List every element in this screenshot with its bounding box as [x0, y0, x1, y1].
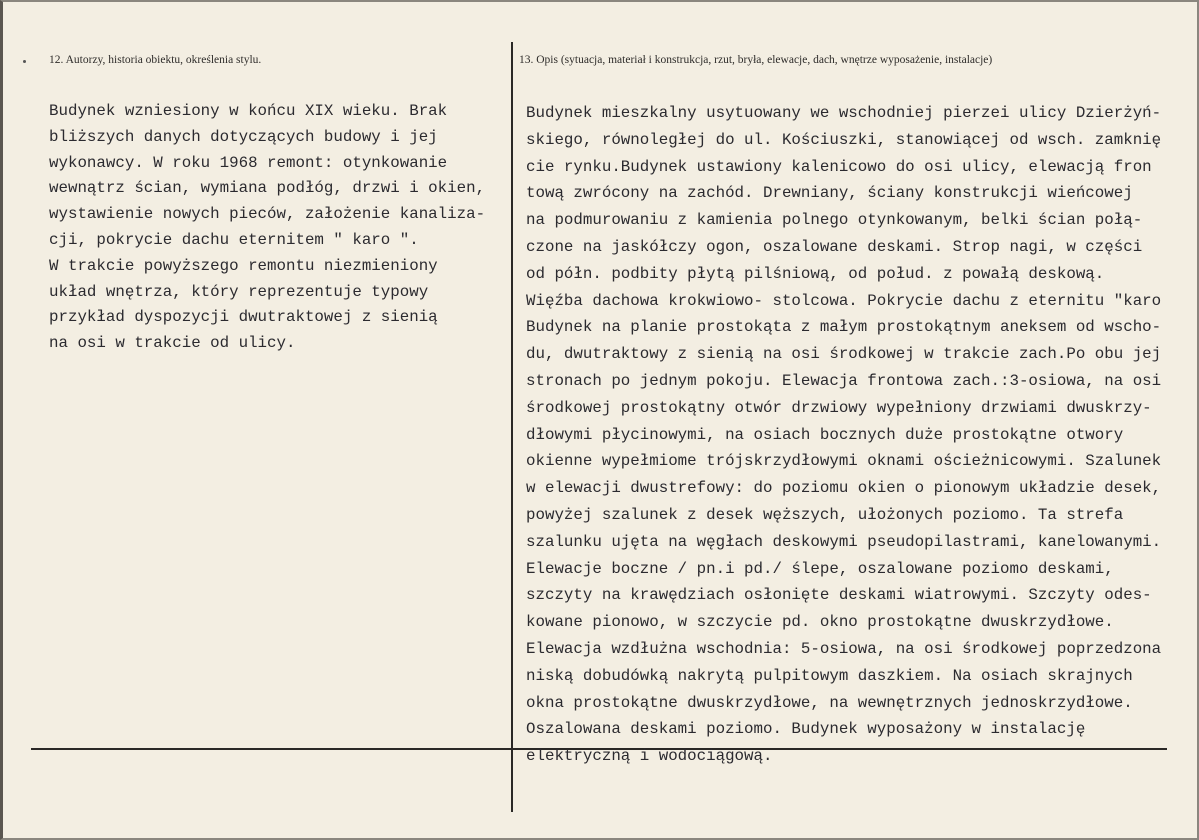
text-line: na osi w trakcie od ulicy. [49, 334, 296, 353]
text-line: elektryczną i wodociągową. [526, 747, 773, 766]
text-line: Budynek wzniesiony w końcu XIX wieku. Brak [49, 102, 448, 120]
section-12-text [49, 99, 511, 357]
text-line: w elewacji dwustrefowy: do poziomu okien o pionowym układzie desek, [526, 479, 1162, 498]
text-line: szalunku ujęta na węgłach deskowymi pseudopilastrami, kanelowanymi. [526, 532, 1162, 551]
text-line: okna prostokątne dwuskrzydłowe, na wewnętrznych jednoskrzydłowe. [526, 693, 1133, 712]
text-line: dłowymi płycinowymi, na osiach bocznych duże prostokątne otwory [526, 425, 1124, 444]
text-line: Oszalowana deskami poziomo. Budynek wyposażony w instalację [526, 720, 1086, 739]
text-line: Więźba dachowa krokwiowo- stolcowa. Pokrycie dachu z eternitu "karo [526, 291, 1162, 310]
text-line: tową zwrócony na zachód. Drewniany, ściany konstrukcji wieńcowej [526, 184, 1133, 203]
text-line: stronach po jednym pokoju. Elewacja frontowa zach.:3-osiowa, na osi [526, 371, 1162, 390]
text-line: cie rynku.Budynek ustawiony kalenicowo do osi ulicy, elewacją fron [526, 157, 1152, 176]
text-line: wykonawcy. W roku 1968 remont: otynkowanie [49, 153, 448, 172]
text-line: Elewacje boczne / pn.i pd./ ślepe, oszalowane poziomo deskami, [526, 559, 1114, 578]
section-13-heading: 13. Opis (sytuacja, materiał i konstrukcja, rzut, bryła, elewacje, dach, wnętrze wyposażenie, instalacje) [519, 54, 993, 66]
text-line: od półn. podbity płytą pilśniową, od połud. z powałą deskową. [526, 264, 1105, 283]
text-line: cji, pokrycie dachu eternitem " karo ". [49, 230, 419, 249]
text-line: wystawienie nowych pieców, założenie kanaliza- [49, 205, 486, 224]
text-line: Budynek na planie prostokąta z małym prostokątnym aneksem od wscho- [526, 318, 1162, 337]
section-13-text [526, 100, 1198, 770]
text-line: czone na jaskółczy ogon, oszalowane deskami. Strop nagi, w części [526, 237, 1143, 256]
text-line: du, dwutraktowy z sienią na osi środkowej w trakcie zach.Po obu jej [526, 345, 1162, 364]
text-line: na podmurowaniu z kamienia polnego otynkowanym, belki ścian połą- [526, 211, 1143, 230]
section-12-heading: 12. Autorzy, historia obiektu, określenia stylu. [49, 54, 262, 66]
text-line: przykład dyspozycji dwutraktowej z sienią [49, 308, 438, 327]
text-line: W trakcie powyższego remontu niezmieniony [49, 256, 438, 275]
text-line: szczyty na krawędziach osłonięte deskami wiatrowymi. Szczyty odes- [526, 586, 1152, 605]
text-line: wewnątrz ścian, wymiana podłóg, drzwi i okien, [49, 179, 486, 198]
text-line: powyżej szalunek z desek węższych, ułożonych poziomo. Ta strefa [526, 505, 1124, 524]
text-line: niską dobudówką nakrytą pulpitowym daszkiem. Na osiach skrajnych [526, 666, 1133, 685]
column-divider [511, 42, 513, 812]
text-line: kowane pionowo, w szczycie pd. okno prostokątne dwuskrzydłowe. [526, 613, 1114, 632]
text-line: skiego, równoległej do ul. Kościuszki, stanowiącej od wsch. zamknię [526, 130, 1162, 149]
text-line: Elewacja wzdłużna wschodnia: 5-osiowa, na osi środkowej poprzedzona [526, 639, 1162, 658]
punch-mark [23, 60, 26, 63]
text-line: układ wnętrza, który reprezentuje typowy [49, 282, 429, 301]
text-line: bliższych danych dotyczących budowy i jej [49, 127, 438, 146]
text-line: okienne wypełmiome trójskrzydłowymi oknami ościeżnicowymi. Szalunek [526, 452, 1162, 471]
text-line: środkowej prostokątny otwór drzwiowy wypełniony drzwiami dwuskrzy- [526, 398, 1152, 417]
text-line: Budynek mieszkalny usytuowany we wschodniej pierzei ulicy Dzierżyń- [526, 104, 1162, 122]
